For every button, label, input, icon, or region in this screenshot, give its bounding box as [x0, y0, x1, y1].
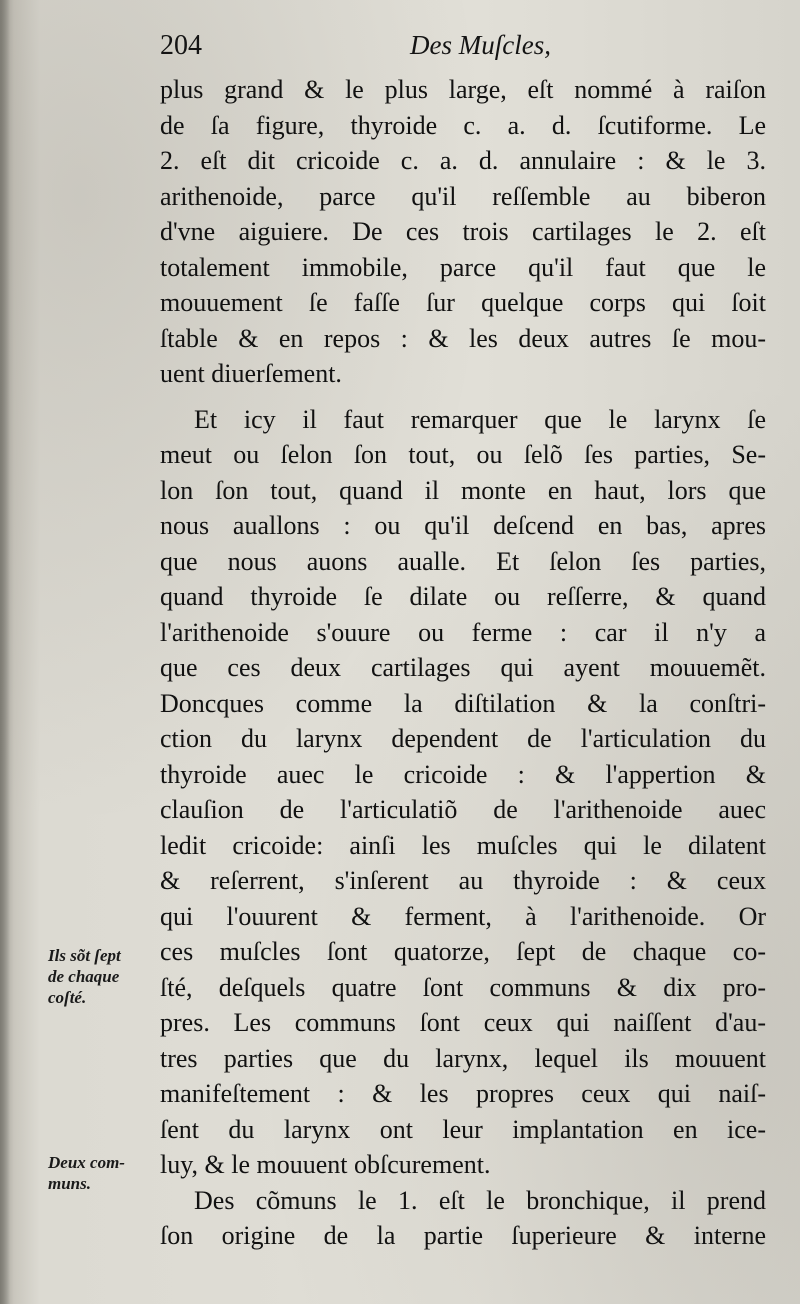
text-line: ction du larynx dependent de l'articulation du	[160, 724, 766, 753]
text-line: nous auallons : ou qu'il deſcend en bas, apres	[160, 511, 766, 540]
running-title: Des Muſcles,	[410, 30, 551, 60]
text-line: ledit cricoide: ainſi les muſcles qui le dilatent	[160, 830, 766, 860]
text-line: ſent du larynx ont leur implantation en ice-	[160, 1114, 766, 1144]
text-line: ſté, deſquels quatre ſont communs & dix pro-	[160, 972, 766, 1002]
text-line: Des cõmuns le 1. eſt le bronchique, il prend	[194, 1185, 766, 1215]
page-header	[160, 30, 560, 70]
text-line: & reſerrent, s'inſerent au thyroide : & ceux	[160, 866, 766, 895]
text-line: qui l'ouurent & ferment, à l'arithenoide. Or	[160, 901, 766, 931]
text-line: pres. Les communs ſont ceux qui naiſſent d'au-	[160, 1008, 766, 1037]
text-line: uent diuerſement.	[160, 359, 342, 388]
text-line: ces muſcles ſont quatorze, ſept de chaque co-	[160, 937, 766, 966]
binding-shadow	[0, 0, 10, 1304]
margin-note-line: muns.	[48, 1174, 91, 1193]
text-line: quand thyroide ſe dilate ou reſſerre, & quand	[160, 582, 766, 611]
text-line: d'vne aiguiere. De ces trois cartilages le 2. eſt	[160, 217, 766, 246]
margin-note-line: coſté.	[48, 988, 87, 1007]
text-line: arithenoide, parce qu'il reſſemble au biberon	[160, 181, 766, 211]
text-line: totalement immobile, parce qu'il faut que le	[160, 252, 766, 282]
margin-note-two-common	[48, 1152, 125, 1194]
main-text	[160, 72, 766, 1254]
text-line: thyroide auec le cricoide : & l'appertion &	[160, 759, 766, 789]
margin-note-line: Ils sõt ſept	[48, 946, 121, 965]
text-line: ſtable & en repos : & les deux autres ſe mou-	[160, 323, 766, 353]
text-line: meut ou ſelon ſon tout, ou ſelõ ſes parties, Se-	[160, 440, 766, 469]
text-line: 2. eſt dit cricoide c. a. d. annulaire : & le 3.	[160, 146, 766, 175]
page-number: 204	[160, 30, 202, 61]
text-line: ſon origine de la partie ſuperieure & interne	[160, 1221, 766, 1250]
text-line: tres parties que du larynx, lequel ils mouuent	[160, 1043, 766, 1073]
text-line: manifeſtement : & les propres ceux qui naiſ-	[160, 1079, 766, 1108]
margin-note-line: de chaque	[48, 967, 120, 986]
text-line: que ces deux cartilages qui ayent mouuemẽt.	[160, 653, 766, 682]
text-line: Doncques comme la diſtilation & la conſtri-	[160, 688, 766, 718]
margin-note-seven-each-side	[48, 945, 121, 1008]
text-line: de ſa figure, thyroide c. a. d. ſcutiforme. Le	[160, 110, 766, 140]
text-line: l'arithenoide s'ouure ou ferme : car il n'y a	[160, 617, 766, 647]
text-line: luy, & le mouuent obſcurement.	[160, 1150, 491, 1179]
text-line: clauſion de l'articulatiõ de l'arithenoide auec	[160, 795, 766, 824]
text-line: que nous auons aualle. Et ſelon ſes parties,	[160, 546, 766, 576]
text-line: Et icy il faut remarquer que le larynx ſe	[194, 404, 766, 434]
text-line: lon ſon tout, quand il monte en haut, lors que	[160, 475, 766, 505]
text-line: mouuement ſe faſſe ſur quelque corps qui ſoit	[160, 288, 766, 317]
margin-note-line: Deux com-	[48, 1153, 125, 1172]
text-line: plus grand & le plus large, eſt nommé à raiſon	[160, 75, 766, 104]
